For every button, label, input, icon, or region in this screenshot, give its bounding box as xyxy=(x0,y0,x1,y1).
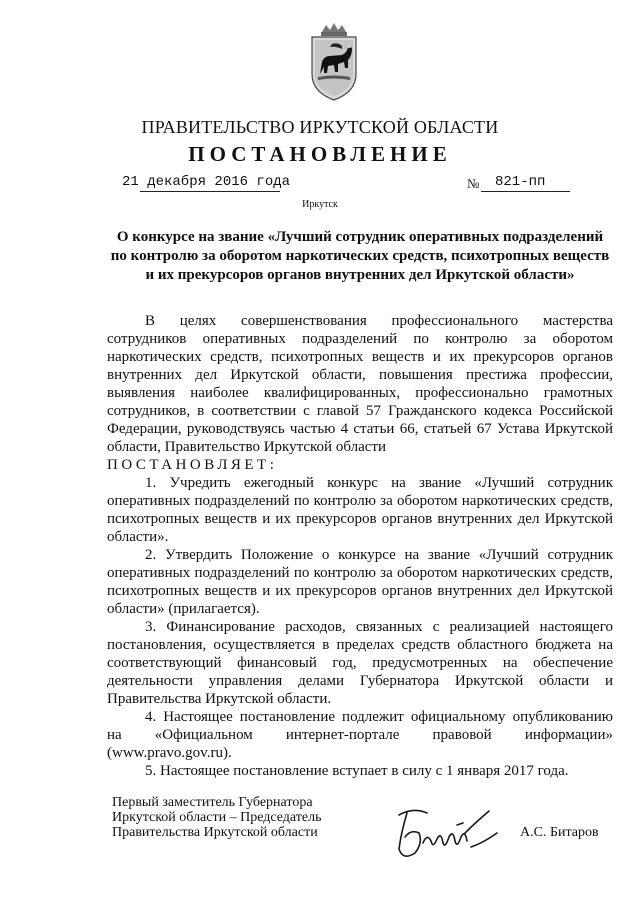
clause-item: 1. Учредить ежегодный конкурс на звание «Лучший сотрудник оперативных подразделений по контролю за оборотом наркотических средств, психотропных веществ и их прекурсоров органов внутренних дел Иркутской области». xyxy=(107,475,613,545)
subject-line: О конкурсе на звание «Лучший сотрудник оперативных подразделений xyxy=(116,229,604,245)
document-date: 21 декабря 2016 года xyxy=(122,174,291,190)
preamble xyxy=(107,312,613,456)
signatory-line: Иркутской области – Председатель xyxy=(112,810,322,825)
preamble-line: области, Правительство Иркутской области xyxy=(107,439,386,455)
document-type-title: ПОСТАНОВЛЕНИЕ xyxy=(188,142,452,166)
signatory-name: А.С. Битаров xyxy=(520,825,599,840)
clause-item: 5. Настоящее постановление вступает в силу с 1 января 2017 года. xyxy=(145,763,569,779)
document-subject xyxy=(107,228,613,285)
date-underline xyxy=(140,191,280,192)
preamble-line: наркотических средств, психотропных веществ и их прекурсоров органов xyxy=(107,349,613,365)
subject-line: и их прекурсоров органов внутренних дел Иркутской области» xyxy=(145,267,575,283)
preamble-line: выявления наиболее квалифицированных, профессионально грамотных xyxy=(107,385,613,401)
government-title: ПРАВИТЕЛЬСТВО ИРКУТСКОЙ ОБЛАСТИ xyxy=(141,117,499,137)
preamble-line: Федерации, руководствуясь частью 4 статьи 66, статьей 67 Устава Иркутской xyxy=(107,421,613,437)
clause-item: 2. Утвердить Положение о конкурсе на звание «Лучший сотрудник оперативных подразделений по контролю за оборотом наркотических средств, психотропных веществ и их прекурсоров органов внутренних дел Иркутской области» (прилагается). xyxy=(107,547,613,617)
preamble-line: сотрудников оперативных подразделений по контролю за оборотом xyxy=(107,331,613,347)
document-number: 821-пп xyxy=(495,174,546,190)
preamble-line: сотрудников, в соответствии с главой 57 Гражданского кодекса Российской xyxy=(107,403,613,419)
handwritten-signature xyxy=(393,803,503,865)
number-underline xyxy=(481,191,570,192)
preamble-line: В целях совершенствования профессионального мастерства xyxy=(145,313,613,329)
preamble-line: внутренних дел Иркутской области, повышения престижа профессии, xyxy=(107,367,613,383)
subject-line: по контролю за оборотом наркотических средств, психотропных веществ xyxy=(110,248,610,264)
resolves-heading: ПОСТАНОВЛЯЕТ: xyxy=(107,457,278,473)
signatory-title xyxy=(112,795,321,840)
signatory-line: Первый заместитель Губернатора xyxy=(112,795,313,810)
city-label: Иркутск xyxy=(302,199,338,210)
signatory-line: Правительства Иркутской области xyxy=(112,825,318,840)
number-sign: № xyxy=(467,176,480,191)
document-body xyxy=(107,312,613,780)
clause-item: 3. Финансирование расходов, связанных с реализацией настоящего постановления, осуществляется в пределах средств областного бюджета на соответствующий финансовый год, предусмотренных на обеспечение деятельности управления делами Губернатора Иркутской области и Правительства Иркутской области. xyxy=(107,619,613,707)
clause-item: 4. Настоящее постановление подлежит официальному опубликованию на «Официальном интернет-портале правовой информации» (www.pravo.gov.ru). xyxy=(107,709,613,761)
coat-of-arms-emblem xyxy=(298,22,370,104)
